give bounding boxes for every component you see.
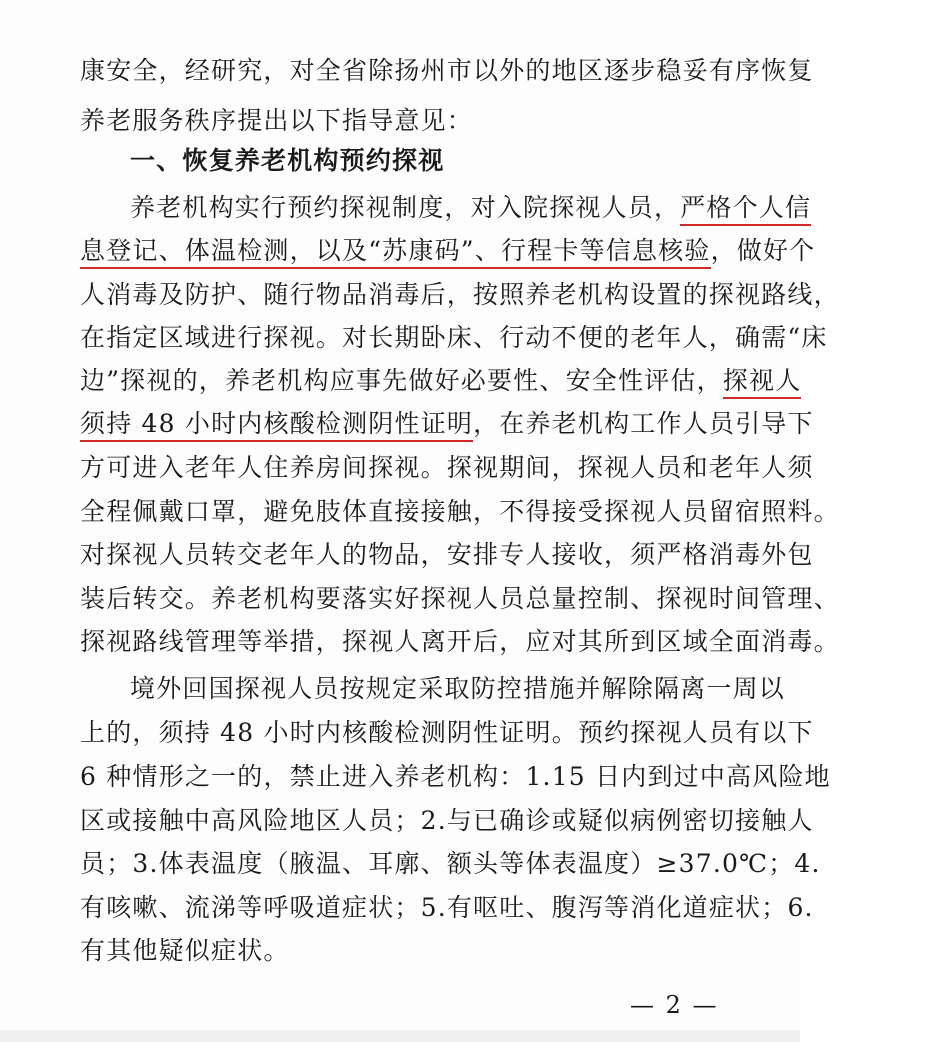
text-line xyxy=(80,497,880,527)
text-line xyxy=(80,56,880,86)
text-line xyxy=(80,409,880,439)
overseas-line-3: 6 种情形之一的，禁止进入养老机构：1.15 日内到过中高风险地 xyxy=(80,762,831,791)
highlight-underline-2: 息登记、体温检测，以及“苏康码”、行程卡等信息核验 xyxy=(80,236,711,269)
highlight-underline-3: 探视人 xyxy=(723,366,802,399)
visit-line-3: 人消毒及防护、随行物品消毒后，按照养老机构设置的探视路线， xyxy=(80,280,840,309)
text-line xyxy=(80,236,880,266)
overseas-line-2: 上的，须持 48 小时内核酸检测阴性证明。预约探视人员有以下 xyxy=(80,718,814,747)
section-heading xyxy=(130,146,930,176)
text-line xyxy=(80,806,880,836)
text-line xyxy=(80,584,880,614)
text-line xyxy=(80,936,880,966)
text-line xyxy=(80,323,880,353)
visit-line-7: 方可进入老年人住养房间探视。探视期间，探视人员和老年人须 xyxy=(80,453,814,482)
text-line xyxy=(80,718,880,748)
visit-line-6b: ，在养老机构工作人员引导下 xyxy=(473,409,814,438)
intro-line-2: 养老服务秩序提出以下指导意见： xyxy=(80,106,474,135)
text-line xyxy=(80,540,880,570)
intro-line-1: 康安全，经研究，对全省除扬州市以外的地区逐步稳妥有序恢复 xyxy=(80,56,814,85)
visit-line-5a: 边”探视的，养老机构应事先做好必要性、安全性评估， xyxy=(80,366,723,395)
page-number: — 2 — xyxy=(630,991,719,1019)
text-line xyxy=(130,674,930,704)
text-line xyxy=(80,366,880,396)
text-line xyxy=(80,106,880,136)
visit-line-2b: ，做好个 xyxy=(710,236,816,265)
visit-line-11: 探视路线管理等举措，探视人离开后，应对其所到区域全面消毒。 xyxy=(80,627,840,656)
visit-line-1a: 养老机构实行预约探视制度，对入院探视人员， xyxy=(130,193,681,222)
text-line xyxy=(80,893,880,923)
page-bottom-edge xyxy=(0,1030,800,1042)
text-line xyxy=(130,193,930,223)
overseas-line-1: 境外回国探视人员按规定采取防控措施并解除隔离一周以 xyxy=(130,674,786,703)
overseas-line-7: 有其他疑似症状。 xyxy=(80,936,290,965)
text-line xyxy=(80,453,880,483)
section-heading-text: 一、恢复养老机构预约探视 xyxy=(130,146,445,175)
highlight-underline-1: 严格个人信 xyxy=(680,193,811,226)
visit-line-10: 装后转交。养老机构要落实好探视人员总量控制、探视时间管理、 xyxy=(80,584,840,613)
overseas-line-6: 有咳嗽、流涕等呼吸道症状；5.有呕吐、腹泻等消化道症状；6. xyxy=(80,893,814,922)
overseas-line-5: 员；3.体表温度（腋温、耳廓、额头等体表温度）≥37.0℃；4. xyxy=(80,849,821,878)
visit-line-9: 对探视人员转交老年人的物品，安排专人接收，须严格消毒外包 xyxy=(80,540,814,569)
text-line xyxy=(80,280,880,310)
text-line xyxy=(80,762,880,792)
text-line xyxy=(80,849,880,879)
highlight-underline-4: 须持 48 小时内核酸检测阴性证明 xyxy=(80,409,473,442)
overseas-line-4: 区或接触中高风险地区人员；2.与已确诊或疑似病例密切接触人 xyxy=(80,806,814,835)
visit-line-4: 在指定区域进行探视。对长期卧床、行动不便的老年人，确需“床 xyxy=(80,323,828,352)
text-line xyxy=(80,627,880,657)
visit-line-8: 全程佩戴口罩，避免肢体直接接触，不得接受探视人员留宿照料。 xyxy=(80,497,840,526)
